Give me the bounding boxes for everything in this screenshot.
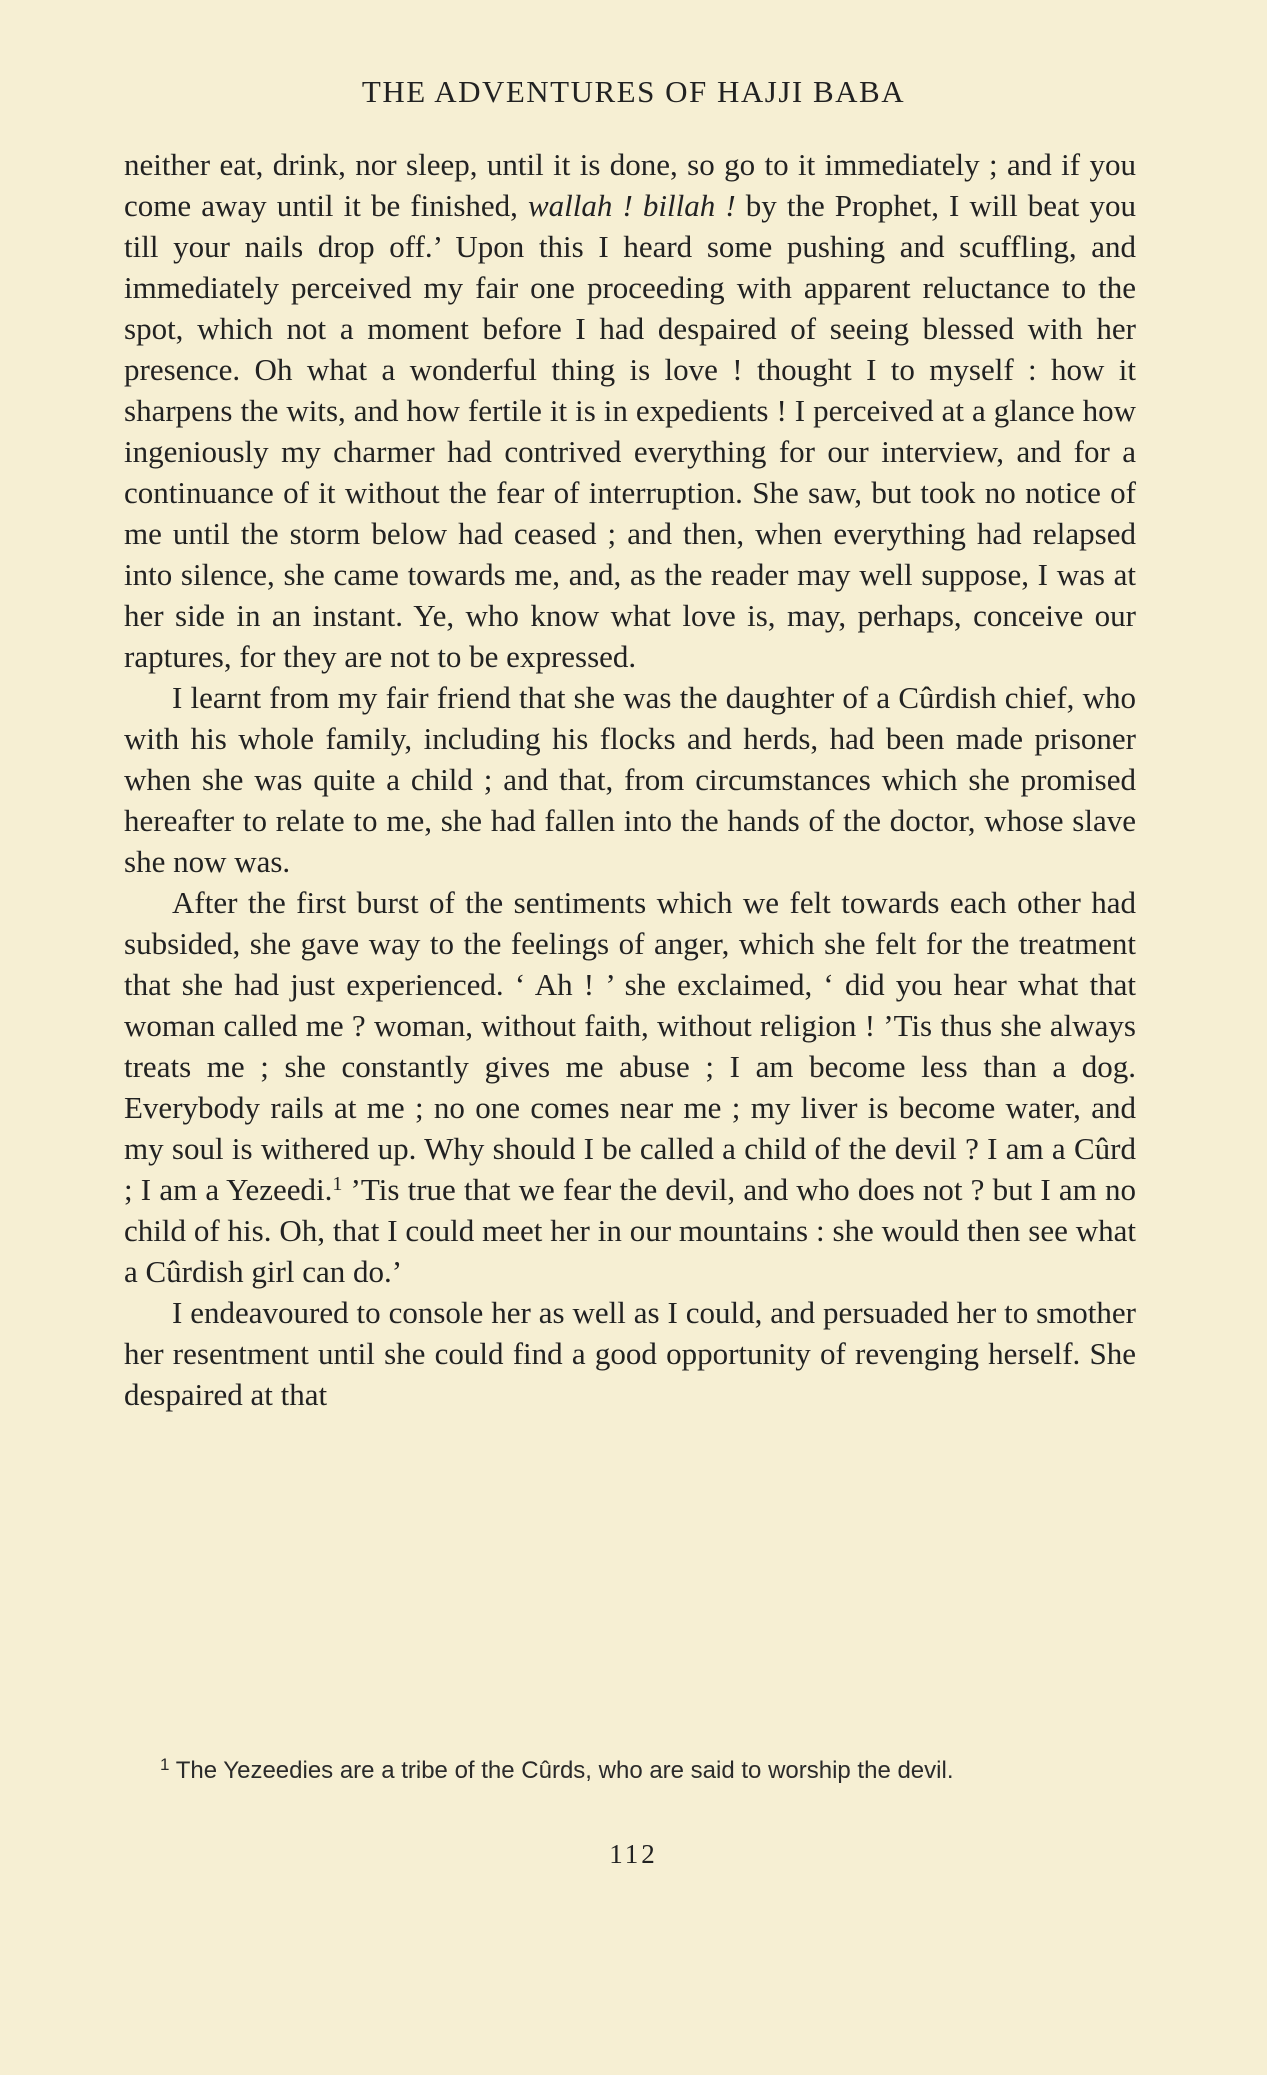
text-run: I endeavoured to console her as well as I could, and persuaded her to smother her resentment until she could find a good opportunity of revenging herself. She despaired at that — [124, 1295, 1136, 1412]
paragraph — [124, 144, 1136, 677]
text-run: ’Tis true that we fear the devil, and who does not ? but I am no child of his. Oh, that I could meet her in our mountains : she would then see what a Cûrdish girl can do.’ — [124, 1172, 1136, 1289]
page-number: 112 — [609, 1839, 658, 1869]
footnote — [124, 1754, 1136, 1787]
text-run: After the first burst of the sentiments which we felt towards each other had subsided, she gave way to the feelings of anger, which she felt for the treatment that she had just experienced. ‘ Ah ! ’ she exclaimed, ‘ did you hear what that woman called me ? woman, without faith, without religion ! ’Tis thus she always treats me ; she constantly gives me abuse ; I am become less than a dog. Everybody rails at me ; no one comes near me ; my liver is become water, and my soul is withered up. Why should I be called a child of the devil ? I am a Cûrd ; I am a Yezeedi. — [124, 885, 1136, 1207]
footnote-text: The Yezeedies are a tribe of the Cûrds, who are said to worship the devil. — [169, 1757, 954, 1784]
body-text — [124, 144, 1136, 1415]
text-run: neither eat, drink, nor sleep, until it is done, so go to it immediately ; and if you come away until it be finished, — [124, 147, 1136, 223]
text-run: I learnt from my fair friend that she was the daughter of a Cûrdish chief, who with his whole family, including his flocks and herds, had been made prisoner when she was quite a child ; and that, from circumstances which she promised hereafter to relate to me, she had fallen into the hands of the doctor, whose slave she now was. — [124, 680, 1136, 879]
paragraph — [124, 882, 1136, 1292]
footnote-reference: 1 — [332, 1173, 343, 1195]
text-run: by the Prophet, I will beat you till your nails drop off.’ Upon this I heard some pushing and scuffling, and immediately perceived my fair one proceeding with apparent reluctance to the spot, which not a moment before I had despaired of seeing blessed with her presence. Oh what a wonderful thing is love ! thought I to myself : how it sharpens the wits, and how fertile it is in expedients ! I perceived at a glance how ingeniously my charmer had contrived everything for our interview, and for a continuance of it without the fear of interruption. She saw, but took no notice of me until the storm below had ceased ; and then, when everything had relapsed into silence, she came towards me, and, as the reader may well suppose, I was at her side in an instant. Ye, who know what love is, may, perhaps, conceive our raptures, for they are not to be expressed. — [124, 188, 1136, 674]
italic-phrase: wallah ! billah ! — [528, 188, 736, 223]
footnote-marker: 1 — [160, 1755, 170, 1774]
running-head: THE ADVENTURES OF HAJJI BABA — [361, 74, 906, 109]
paragraph — [124, 1292, 1136, 1415]
paragraph — [124, 677, 1136, 882]
